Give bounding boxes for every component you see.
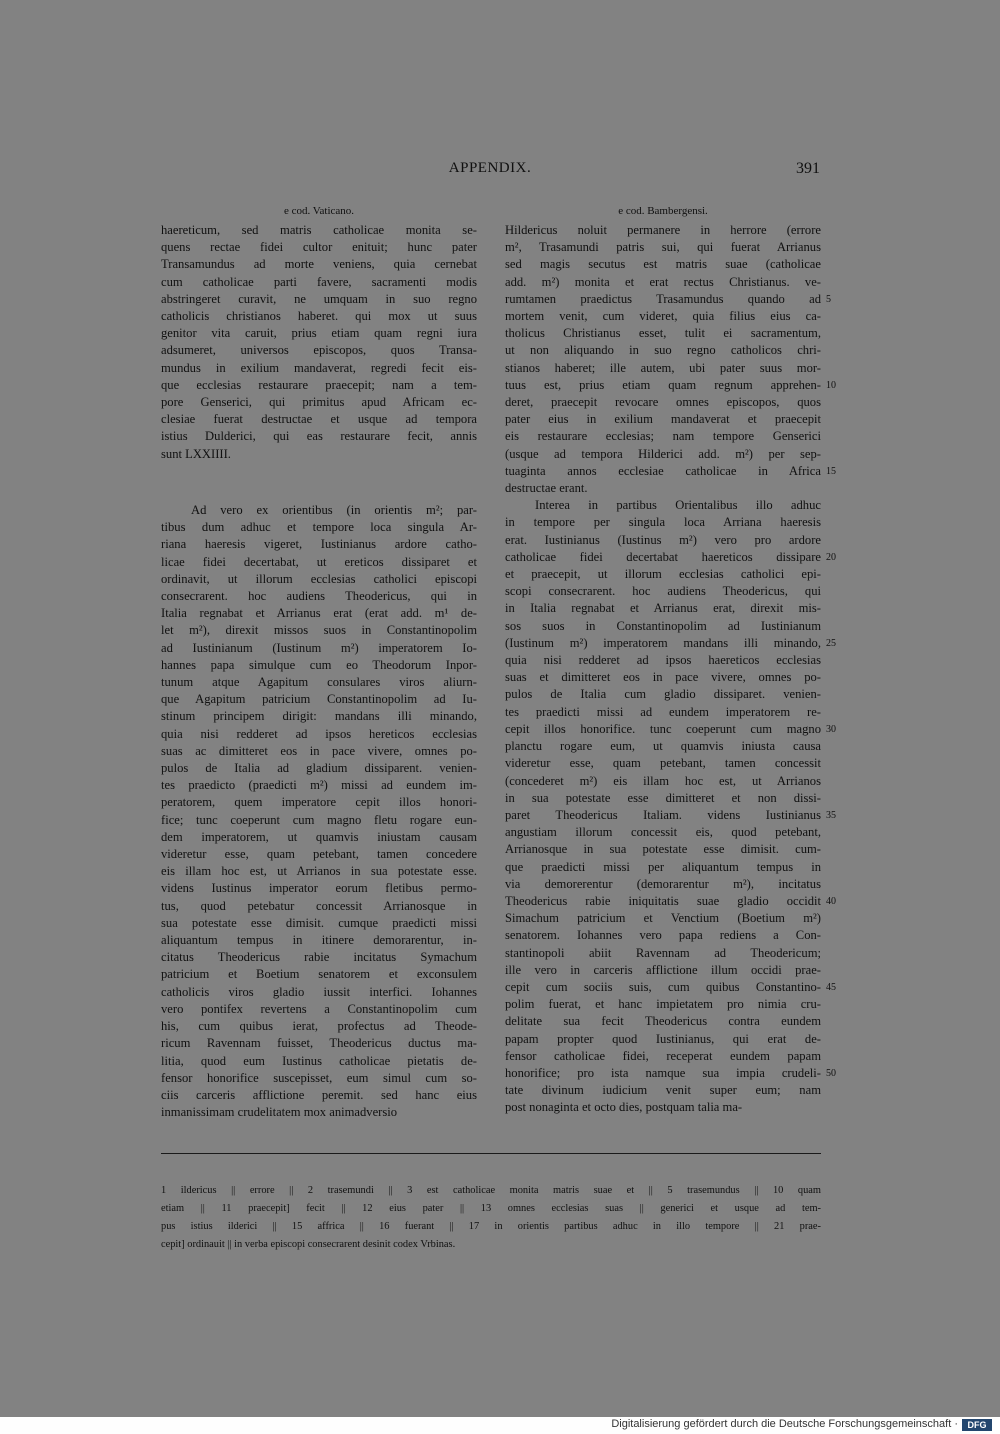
text-line: sed magis secutus est matris suae (catholicae bbox=[505, 257, 821, 272]
text-line: sos suos in Constantinopolim ad Iustinianum bbox=[505, 618, 821, 633]
text-line: suas et dimitteret eos in pace vivere, omnes po- bbox=[505, 670, 821, 685]
text-line: adsumeret, universos episcopos, quos Transa- bbox=[161, 343, 477, 358]
text-line: tuaginta annos ecclesiae catholicae in Africa bbox=[505, 463, 821, 478]
line-number: 25 bbox=[826, 637, 836, 649]
text-line: (concederet m²) eis illam hoc est, ut Arrianos bbox=[505, 773, 821, 788]
text-line: mortem venit, cum videret, quia filius eius ca- bbox=[505, 309, 821, 324]
text-line: stianos haberet; ille autem, ubi pater suus mor- bbox=[505, 360, 821, 375]
text-line: in Italia regnabat et Arrianus erat, direxit mis- bbox=[505, 601, 821, 616]
text-line: abstringeret curavit, ne umquam in suo regno bbox=[161, 291, 477, 306]
text-line: stantinopoli abiit Ravennam ad Theodericum; bbox=[505, 945, 821, 960]
text-line: ad Iustinianum (Iustinum m²) imperatorem Io- bbox=[161, 640, 477, 655]
text-line: ordinavit, ut illorum ecclesias catholici episcopi bbox=[161, 571, 477, 586]
footnote-separator bbox=[161, 1153, 821, 1154]
text-line: ille vero in carceris afflictione illum occidi prae- bbox=[505, 962, 821, 977]
text-line: dem imperatorem, ut quamvis iniustam causam bbox=[161, 829, 477, 844]
text-line: sua potestate esse dimisit. cumque praedicti missi bbox=[161, 915, 477, 930]
footnote-line: etiam || 11 praecepit] fecit || 12 eius pater || 13 omnes ecclesias suas || generici et usque ad tem- bbox=[161, 1203, 821, 1214]
text-line: in sua potestate esse dimitteret et non dissi- bbox=[505, 790, 821, 805]
footnote-line: pus istius ilderici || 15 affrica || 16 fuerant || 17 in orientis partibus adhuc in illo tempore || 21 prae- bbox=[161, 1221, 821, 1232]
text-line: videretur esse, quam petebant, tamen concessit bbox=[505, 756, 821, 771]
text-line: Transamundus ad morte veniens, quia cernebat bbox=[161, 257, 477, 272]
text-line: in tempore per singula loca Arriana haeresis bbox=[505, 515, 821, 530]
dfg-logo[interactable]: DFG bbox=[962, 1419, 992, 1431]
line-number: 5 bbox=[826, 293, 831, 305]
text-line: citatus Theodericus rabie incitatus Symachum bbox=[161, 950, 477, 965]
text-line: tuus est, prius etiam quam regnum apprehen- bbox=[505, 377, 821, 392]
text-line: pulos de Italia cum gladio dissiparet. venien- bbox=[505, 687, 821, 702]
text-line: ut non aliquando in suo regno catholicos chri- bbox=[505, 343, 821, 358]
text-line: quia nisi redderet ad ipsos haereticos ecclesias bbox=[505, 653, 821, 668]
text-line: Ad vero ex orientibus (in orientis m²; par- bbox=[191, 503, 477, 517]
text-line: tunum atque Agapitum consulares viros aliurn- bbox=[161, 675, 477, 690]
text-line: honorifice; pro ista namque sua impia crudeli- bbox=[505, 1065, 821, 1080]
text-line: aliquantum tempus in itinere demorarentur, in- bbox=[161, 933, 477, 948]
text-line: cepit cum sociis suis, cum quibus Constantino- bbox=[505, 979, 821, 994]
text-line: catholicis viros gladio iussit interfici. Iohannes bbox=[161, 984, 477, 999]
text-line: pulos de Italia ad gladium dissiparent. venien- bbox=[161, 761, 477, 776]
text-line: polim fuerat, et hanc impietatem pro nimia cru- bbox=[505, 997, 821, 1012]
text-line: tate divinum iudicium venit super eum; nam bbox=[505, 1083, 821, 1098]
text-line: vero pontifex revertens a Constantinopolim cum bbox=[161, 1001, 477, 1016]
text-line: ciis carceris afflictione peremit. sed hanc eius bbox=[161, 1087, 477, 1102]
text-line: pater eius in exilium mandaverat et praecepit bbox=[505, 412, 821, 427]
text-line: delitate sua fecit Theodericus contra eundem bbox=[505, 1014, 821, 1029]
text-line: eis restaurare ecclesias; nam tempore Genserici bbox=[505, 429, 821, 444]
text-line: rumtamen praedictus Trasamundus quando ad bbox=[505, 291, 821, 306]
text-line: (usque ad tempora Hilderici add. m²) per sep- bbox=[505, 446, 821, 461]
text-line: planctu rogare eum, ut quamvis iniusta causa bbox=[505, 739, 821, 754]
text-line: Simachum patricium et Venctium (Boetium m²) bbox=[505, 911, 821, 926]
text-line: videretur esse, quam petebant, tamen concedere bbox=[161, 847, 477, 862]
footnote-line: 1 ildericus || errore || 2 trasemundi || 3 est catholicae monita matris suae et || 5 trasemundus || 10 quam bbox=[161, 1185, 821, 1196]
digitization-footer bbox=[0, 1417, 1000, 1434]
text-line: senatorem. Iohannes vero papa rediens a Con- bbox=[505, 928, 821, 943]
text-line: inmanissimam crudelitatem mox animadversio bbox=[161, 1105, 398, 1120]
text-line: fensor honorifice suscepisset, eum simul cum so- bbox=[161, 1070, 477, 1085]
text-line: angustiam illorum concessit eis, quod petebant, bbox=[505, 825, 821, 840]
text-line: et praecepit, ut illorum ecclesias catholici epi- bbox=[505, 567, 821, 582]
text-line: peratorem, quem imperatore cepit illos honori- bbox=[161, 795, 477, 810]
text-line: stinum principem dirigit: mandans illi minando, bbox=[161, 709, 477, 724]
text-line: catholicis christianos haberet. qui mox ut suus bbox=[161, 309, 477, 324]
text-line: haereticum, sed matris catholicae monita se- bbox=[161, 223, 477, 237]
line-number: 45 bbox=[826, 981, 836, 993]
text-line: erat. Iustinianus (Iustinus m²) vero pro ardore bbox=[505, 532, 821, 547]
text-line: patricium et Boetium senatorem et exconsulem bbox=[161, 967, 477, 982]
text-line: cepit illos honorifice. tunc coeperunt cum magno bbox=[505, 721, 821, 736]
text-line: tes praedicto (praedicti m²) missi ad eundem im- bbox=[161, 778, 477, 793]
text-line: fensor catholicae fidei, receperat eundem papam bbox=[505, 1048, 821, 1063]
text-line: sunt LXXIIII. bbox=[161, 446, 231, 461]
text-line: fice; tunc coeperunt cum magno fletu rogare eun- bbox=[161, 812, 477, 827]
text-line: tus, quod petebatur concessit Arrianosque in bbox=[161, 898, 477, 913]
text-line: paret Theodericus Italiam. videns Iustinianus bbox=[505, 807, 821, 822]
line-number: 35 bbox=[826, 809, 836, 821]
left-column-paragraph-2 bbox=[161, 502, 477, 1121]
text-line: quia nisi redderet ad ipsos hereticos ecclesias bbox=[161, 726, 477, 741]
text-line: via demorerentur (demorarentur m²), incitatus bbox=[505, 876, 821, 891]
text-line: cum catholicae parti favere, sacramenti modis bbox=[161, 274, 477, 289]
text-line: suas ac dimitteret eos in pace vivere, omnes po- bbox=[161, 743, 477, 758]
text-line: que ecclesias restaurare praecepit; nam a tem- bbox=[161, 377, 477, 392]
text-line: destructae erant. bbox=[505, 481, 588, 496]
text-line: hannes papa simulque cum eo Theodorum Inpor- bbox=[161, 657, 477, 672]
text-line: pore Genserici, qui primitus apud Africam ec- bbox=[161, 395, 477, 410]
text-line: tholicus Christianus esset, tulit ei sacramentum, bbox=[505, 326, 821, 341]
text-line: post nonaginta et octo dies, postquam talia ma- bbox=[505, 1100, 743, 1115]
text-line: let m²), direxit missos suos in Constantinopolim bbox=[161, 623, 477, 638]
line-number: 15 bbox=[826, 465, 836, 477]
line-number: 20 bbox=[826, 551, 836, 563]
text-line: que Agapitum patricium Constantinopolim ad Iu- bbox=[161, 692, 477, 707]
text-line: licae fidei decertabat, ut ereticos dissiparet et bbox=[161, 554, 477, 569]
text-line: m², Trasamundi patris sui, qui fuerat Arrianus bbox=[505, 240, 821, 255]
text-line: catholicae fidei decertabat haereticos dissipare bbox=[505, 549, 821, 564]
line-number: 10 bbox=[826, 379, 836, 391]
text-line: mundus in exilium mandaverat, regredi fecit eis- bbox=[161, 360, 477, 375]
right-column-text bbox=[505, 222, 821, 1117]
text-line: Interea in partibus Orientalibus illo adhuc bbox=[535, 498, 821, 513]
text-line: add. m²) monita et erat rectus Christianus. ve- bbox=[505, 274, 821, 289]
right-column-heading: e cod. Bambergensi. bbox=[618, 205, 708, 217]
text-line: clesiae fuerat destructae et usque ad tempora bbox=[161, 412, 477, 427]
text-line: ricum Ravennam fuisset, Theodericus ductus ma- bbox=[161, 1036, 477, 1051]
footnote-line: cepit] ordinauit || in verba episcopi consecrarent desinit codex Vrbinas. bbox=[161, 1239, 456, 1250]
left-column-heading: e cod. Vaticano. bbox=[283, 205, 355, 217]
text-line: consecrarent. hoc audiens Theodericus, qui in bbox=[161, 589, 477, 604]
text-line: deret, praecepit revocare omnes episcopos, quos bbox=[505, 395, 821, 410]
line-number: 50 bbox=[826, 1067, 836, 1079]
text-line: videns Iustinus imperator eorum fletibus permo- bbox=[161, 881, 477, 896]
text-line: genitor vita caruit, prius etiam quam regni iura bbox=[161, 326, 477, 341]
text-line: papam propter quod Iustinianus, qui erat de- bbox=[505, 1031, 821, 1046]
text-line: istius Dulderici, qui eas restaurare fecit, annis bbox=[161, 429, 477, 444]
text-line: (Iustinum m²) imperatorem mandans illi minando, bbox=[505, 635, 821, 650]
text-line: Theodericus rabie iniquitatis suae gladio occidit bbox=[505, 893, 821, 908]
funding-notice: Digitalisierung gefördert durch die Deutsche Forschungsgemeinschaft · bbox=[611, 1418, 958, 1430]
text-line: litia, quod eum Iustinus catholicae pietatis de- bbox=[161, 1053, 477, 1068]
text-line: tes praedicti missi ad eundem imperatorem re- bbox=[505, 704, 821, 719]
text-line: Arrianosque in sua potestate esse dimisit. cum- bbox=[505, 842, 821, 857]
left-column-paragraph-1 bbox=[161, 222, 477, 463]
page-number: 391 bbox=[796, 160, 820, 177]
running-header: APPENDIX. bbox=[448, 160, 532, 176]
text-line: que praedicti missi per aliquantum tempus in bbox=[505, 859, 821, 874]
text-line: Hildericus noluit permanere in herrore (errore bbox=[505, 223, 821, 237]
line-number: 30 bbox=[826, 723, 836, 735]
text-line: eis illam hoc est, ut Arrianos in sua potestate esse. bbox=[161, 864, 477, 879]
critical-apparatus bbox=[161, 1182, 821, 1254]
text-line: his, cum quibus ierat, profectus ad Theode- bbox=[161, 1019, 477, 1034]
text-line: tibus dum adhuc et tempore loca singula Ar- bbox=[161, 520, 477, 535]
text-line: riana haeresis vigeret, Iustinianus ardore catho- bbox=[161, 537, 477, 552]
text-line: quens rectae fidei cultor enituit; hunc pater bbox=[161, 240, 477, 255]
line-number: 40 bbox=[826, 895, 836, 907]
text-line: scopi consecrarent. hoc audiens Theodericus, qui bbox=[505, 584, 821, 599]
text-line: Italia regnabat et Arrianus erat (erat add. m¹ de- bbox=[161, 606, 477, 621]
